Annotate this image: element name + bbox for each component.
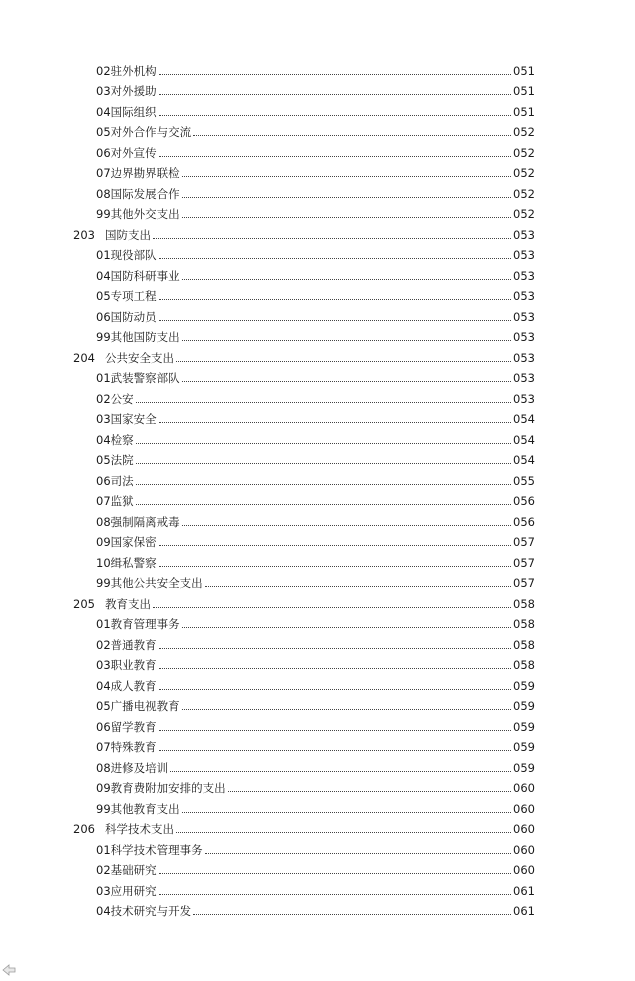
toc-entry-text: 04技术研究与开发 — [96, 904, 192, 918]
dot-leader — [159, 298, 511, 300]
toc-entry-page-number: 052 — [513, 207, 535, 221]
toc-entry-label — [96, 289, 157, 303]
toc-entry-label — [96, 330, 180, 344]
toc-entry-code: 205 — [73, 596, 95, 611]
toc-entry-label — [96, 802, 180, 816]
toc-entry[interactable] — [0, 426, 635, 447]
toc-entry-page-number: 051 — [513, 63, 535, 78]
toc-entry-page-number: 058 — [513, 596, 535, 611]
toc-entry-text: 03对外援助 — [96, 84, 157, 98]
dot-leader — [182, 811, 511, 813]
toc-entry-page-number: 053 — [513, 309, 535, 324]
toc-entry-text: 06国防动员 — [96, 309, 157, 324]
toc-entry-page-number: 053 — [513, 268, 535, 283]
dot-leader — [136, 503, 511, 505]
toc-entry-label — [96, 474, 134, 488]
toc-entry-page-number: 051 — [513, 104, 535, 119]
dot-leader — [153, 606, 511, 608]
toc-entry-page-number: 060 — [513, 863, 535, 877]
toc-entry[interactable] — [0, 262, 635, 283]
toc-entry[interactable] — [0, 877, 635, 898]
toc-entry-text: 05专项工程 — [96, 289, 157, 303]
toc-entry-page-number: 052 — [513, 166, 535, 180]
toc-entry-page-number: 057 — [513, 535, 535, 549]
toc-entry[interactable] — [0, 201, 635, 222]
toc-entry[interactable] — [0, 119, 635, 140]
toc-entry[interactable] — [0, 816, 635, 837]
toc-entry-page-number: 059 — [513, 719, 535, 734]
toc-entry[interactable] — [0, 529, 635, 550]
toc-entry-page-number: 054 — [513, 412, 535, 426]
toc-entry[interactable] — [0, 672, 635, 693]
toc-entry-page-number: 061 — [513, 904, 535, 918]
toc-entry[interactable] — [0, 611, 635, 632]
toc-entry-text: 05对外合作与交流 — [96, 125, 192, 139]
toc-entry-text: 04国际组织 — [96, 104, 157, 119]
toc-entry-label — [73, 228, 151, 242]
toc-entry-page-number: 055 — [513, 473, 535, 488]
toc-entry[interactable] — [0, 160, 635, 181]
dot-leader — [182, 708, 511, 710]
toc-entry[interactable] — [0, 570, 635, 591]
toc-entry-page-number: 059 — [513, 678, 535, 693]
dot-leader — [193, 913, 511, 915]
toc-entry-text: 07监狱 — [96, 494, 134, 508]
toc-entry[interactable] — [0, 303, 635, 324]
dot-leader — [182, 196, 511, 198]
toc-entry[interactable] — [0, 775, 635, 796]
dot-leader — [182, 216, 511, 218]
toc-entry-label — [96, 412, 157, 426]
toc-entry-page-number: 060 — [513, 842, 535, 857]
toc-entry-page-number: 053 — [513, 350, 535, 365]
dot-leader — [159, 872, 511, 874]
toc-entry-page-number: 053 — [513, 227, 535, 242]
toc-entry-text: 99其他国防支出 — [96, 330, 180, 344]
toc-entry-text: 03职业教育 — [96, 658, 157, 672]
toc-entry-text: 公共安全支出 — [105, 350, 174, 365]
toc-entry-page-number: 057 — [513, 555, 535, 570]
toc-entry-label — [96, 187, 180, 201]
dot-leader — [205, 585, 511, 587]
toc-entry-text: 05法院 — [96, 453, 134, 467]
dot-leader — [159, 155, 511, 157]
dot-leader — [159, 114, 511, 116]
toc-entry-text: 10缉私警察 — [96, 555, 157, 570]
toc-entry-text: 99其他教育支出 — [96, 801, 180, 816]
toc-entry-label — [96, 494, 134, 508]
toc-entry-label — [96, 269, 180, 283]
toc-entry-page-number: 052 — [513, 186, 535, 201]
toc-entry-page-number: 060 — [513, 801, 535, 816]
toc-entry-label — [96, 781, 226, 795]
toc-entry-label — [96, 699, 180, 713]
toc-entry-text: 02驻外机构 — [96, 63, 157, 78]
toc-entry-text: 06留学教育 — [96, 719, 157, 734]
toc-entry[interactable] — [0, 795, 635, 816]
toc-entry-label — [96, 125, 191, 139]
toc-entry-page-number: 058 — [513, 617, 535, 631]
dot-leader — [193, 134, 511, 136]
toc-entry-page-number: 056 — [513, 494, 535, 508]
toc-entry[interactable] — [0, 242, 635, 263]
dot-leader — [170, 770, 511, 772]
toc-entry-page-number: 053 — [513, 391, 535, 406]
toc-entry-page-number: 053 — [513, 330, 535, 344]
toc-entry[interactable] — [0, 283, 635, 304]
toc-entry-label — [96, 740, 157, 754]
dot-leader — [205, 852, 511, 854]
toc-entry-page-number: 056 — [513, 514, 535, 529]
toc-entry-text: 02公安 — [96, 391, 134, 406]
toc-entry-page-number: 059 — [513, 699, 535, 713]
toc-entry[interactable] — [0, 221, 635, 242]
toc-entry-page-number: 053 — [513, 289, 535, 303]
toc-entry-text: 教育支出 — [105, 596, 151, 611]
toc-entry-text: 08国际发展合作 — [96, 186, 180, 201]
toc-entry[interactable] — [0, 488, 635, 509]
dot-leader — [182, 175, 511, 177]
toc-entry-page-number: 054 — [513, 432, 535, 447]
toc-entry-label — [96, 310, 157, 324]
dot-leader — [159, 647, 511, 649]
toc-entry[interactable] — [0, 898, 635, 919]
dot-leader — [159, 729, 511, 731]
page-turn-arrow-icon[interactable] — [2, 964, 16, 976]
toc-entry[interactable] — [0, 652, 635, 673]
toc-entry-text: 01教育管理事务 — [96, 617, 180, 631]
toc-entry-page-number: 053 — [513, 248, 535, 262]
dot-leader — [159, 688, 511, 690]
toc-entry-label — [96, 248, 157, 262]
dot-leader — [136, 483, 511, 485]
toc-entry-code: 204 — [73, 350, 95, 365]
toc-entry[interactable] — [0, 78, 635, 99]
toc-entry-text: 08进修及培训 — [96, 760, 169, 775]
toc-entry[interactable] — [0, 734, 635, 755]
toc-entry[interactable] — [0, 693, 635, 714]
toc-entry-label — [96, 638, 157, 652]
toc-entry[interactable] — [0, 139, 635, 160]
toc-entry-text: 02普通教育 — [96, 637, 157, 652]
toc-entry-label — [96, 863, 157, 877]
toc-entry-label — [96, 105, 157, 119]
toc-entry-text: 科学技术支出 — [105, 822, 174, 836]
toc-entry-label — [73, 351, 174, 365]
dot-leader — [136, 462, 511, 464]
toc-entry-page-number: 059 — [513, 740, 535, 754]
dot-leader — [182, 524, 511, 526]
dot-leader — [159, 73, 511, 75]
toc-entry-text: 07特殊教育 — [96, 740, 157, 754]
toc-entry[interactable] — [0, 344, 635, 365]
dot-leader — [153, 237, 511, 239]
dot-leader — [176, 360, 511, 362]
dot-leader — [159, 93, 511, 95]
toc-entry[interactable] — [0, 406, 635, 427]
toc-entry-page-number: 059 — [513, 760, 535, 775]
toc-entry-text: 01武装警察部队 — [96, 371, 180, 385]
toc-entry[interactable] — [0, 447, 635, 468]
toc-entry-text: 04国防科研事业 — [96, 268, 180, 283]
toc-entry-code: 203 — [73, 227, 95, 242]
toc-entry-text: 02基础研究 — [96, 863, 157, 877]
toc-entry[interactable] — [0, 631, 635, 652]
dot-leader — [228, 790, 511, 792]
toc-entry[interactable] — [0, 590, 635, 611]
toc-entry[interactable] — [0, 180, 635, 201]
toc-entry-page-number: 053 — [513, 371, 535, 385]
dot-leader — [182, 380, 511, 382]
dot-leader — [159, 667, 511, 669]
dot-leader — [159, 893, 511, 895]
toc-entry[interactable] — [0, 857, 635, 878]
toc-entry-label — [96, 535, 157, 549]
toc-entry-text: 99其他公共安全支出 — [96, 576, 203, 590]
toc-entry-page-number: 060 — [513, 822, 535, 836]
toc-entry[interactable] — [0, 713, 635, 734]
toc-entry[interactable] — [0, 57, 635, 78]
toc-entry-label — [96, 515, 180, 529]
toc-entry-label — [96, 843, 203, 857]
toc-entry-text: 07边界勘界联检 — [96, 166, 180, 180]
toc-entry-label — [96, 84, 157, 98]
toc-entry[interactable] — [0, 754, 635, 775]
toc-entry-text: 06对外宣传 — [96, 145, 157, 160]
toc-entry-page-number: 061 — [513, 883, 535, 898]
toc-entry-text: 国防支出 — [105, 227, 151, 242]
toc-entry-label — [96, 556, 157, 570]
toc-entry-label — [96, 679, 157, 693]
toc-entry-label — [96, 884, 157, 898]
toc-entry[interactable] — [0, 385, 635, 406]
dot-leader — [182, 626, 511, 628]
dot-leader — [159, 544, 511, 546]
dot-leader — [182, 339, 511, 341]
toc-entry-page-number: 060 — [513, 781, 535, 795]
toc-entry-label — [73, 597, 151, 611]
toc-entry-text: 06司法 — [96, 473, 134, 488]
toc-entry[interactable] — [0, 549, 635, 570]
toc-entry-text: 09教育费附加安排的支出 — [96, 781, 226, 795]
toc-entry[interactable] — [0, 836, 635, 857]
toc-entry-text: 03国家安全 — [96, 412, 157, 426]
toc-entry[interactable] — [0, 324, 635, 345]
toc-entry-label — [96, 576, 203, 590]
toc-entry-label — [96, 904, 191, 918]
toc-entry-page-number: 057 — [513, 576, 535, 590]
toc-entry-page-number: 054 — [513, 453, 535, 467]
toc-entry-label — [96, 146, 157, 160]
toc-entry-label — [96, 371, 180, 385]
dot-leader — [182, 278, 511, 280]
toc-entry-code: 206 — [73, 822, 95, 836]
toc-entry-text: 03应用研究 — [96, 883, 157, 898]
toc-entry-page-number: 058 — [513, 637, 535, 652]
dot-leader — [136, 442, 511, 444]
dot-leader — [176, 831, 511, 833]
toc-entry-label — [96, 658, 157, 672]
toc-entry-label — [73, 822, 174, 836]
table-of-contents — [0, 57, 635, 918]
toc-entry[interactable] — [0, 467, 635, 488]
toc-entry-page-number: 052 — [513, 125, 535, 139]
toc-entry-label — [96, 166, 180, 180]
toc-entry-label — [96, 64, 157, 78]
toc-entry-text: 04检察 — [96, 432, 134, 447]
dot-leader — [159, 257, 511, 259]
toc-entry-page-number: 051 — [513, 84, 535, 98]
toc-entry-text: 01现役部队 — [96, 248, 157, 262]
toc-entry-label — [96, 720, 157, 734]
dot-leader — [159, 749, 511, 751]
toc-entry[interactable] — [0, 508, 635, 529]
toc-entry-text: 08强制隔离戒毒 — [96, 514, 180, 529]
dot-leader — [159, 565, 511, 567]
toc-entry-label — [96, 207, 180, 221]
toc-entry-text: 99其他外交支出 — [96, 207, 180, 221]
toc-entry-label — [96, 392, 134, 406]
dot-leader — [136, 401, 511, 403]
toc-entry-label — [96, 433, 134, 447]
toc-entry-text: 04成人教育 — [96, 678, 157, 693]
toc-entry-text: 09国家保密 — [96, 535, 157, 549]
toc-entry-text: 05广播电视教育 — [96, 699, 180, 713]
toc-entry-page-number: 052 — [513, 145, 535, 160]
toc-entry[interactable] — [0, 365, 635, 386]
toc-entry-text: 01科学技术管理事务 — [96, 842, 203, 857]
dot-leader — [159, 421, 511, 423]
toc-entry-label — [96, 761, 168, 775]
dot-leader — [159, 319, 511, 321]
toc-entry-label — [96, 617, 180, 631]
toc-entry-label — [96, 453, 134, 467]
toc-entry-page-number: 058 — [513, 658, 535, 672]
toc-entry[interactable] — [0, 98, 635, 119]
